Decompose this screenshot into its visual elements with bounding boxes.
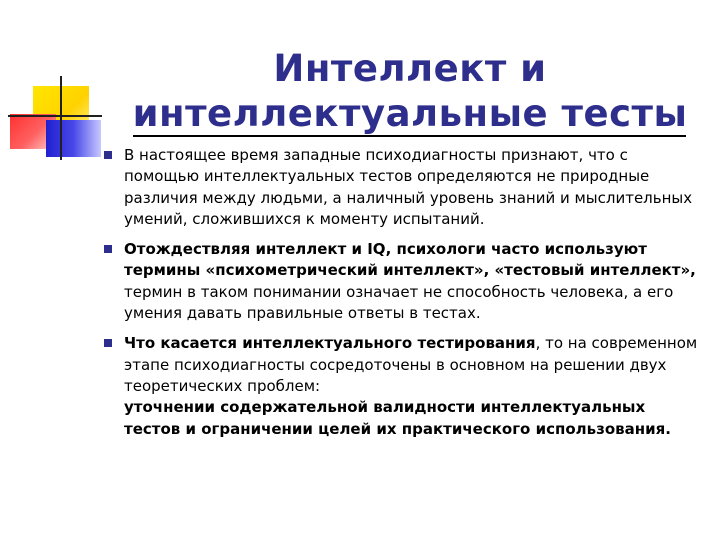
bullet-bold-text: Что касается интеллектуального тестирования [124, 334, 536, 353]
square-bullet-icon [104, 151, 112, 159]
bullet-item [104, 145, 704, 230]
bullet-list [104, 145, 704, 449]
title-divider [133, 135, 686, 137]
title-line-1: Интеллект и [273, 47, 547, 90]
blue-square [46, 120, 101, 157]
horizontal-line [8, 115, 102, 117]
bullet-text: термин в таком понимании означает не способность человека, а его умения давать правильные ответы в тестах. [124, 282, 674, 323]
vertical-line [60, 76, 62, 160]
bullet-text: В настоящее время западные психодиагносты признают, что с помощью интеллектуальных тестов определяются не природные различия между людьми, а наличный уровень знаний и мыслительных умений, сложившихся к моменту испытаний. [124, 146, 693, 228]
bullet-bold-conclusion: уточнении содержательной валидности интеллектуальных тестов и ограничении целей их практического использования. [124, 398, 671, 438]
title-line-2: интеллектуальные тесты [132, 92, 688, 135]
decorative-squares-logo [0, 0, 120, 170]
bullet-item [104, 333, 704, 439]
slide-title [110, 46, 710, 136]
bullet-text: , то на современном этапе психодиагносты сосредоточены в основном на решении двух теоретических проблем: [124, 334, 698, 395]
square-bullet-icon [104, 339, 112, 347]
bullet-item [104, 239, 704, 324]
bullet-bold-text: Отождествляя интеллект и IQ, психологи часто используют термины «психометрический интеллект», «тестовый интеллект», [124, 240, 696, 280]
square-bullet-icon [104, 245, 112, 253]
